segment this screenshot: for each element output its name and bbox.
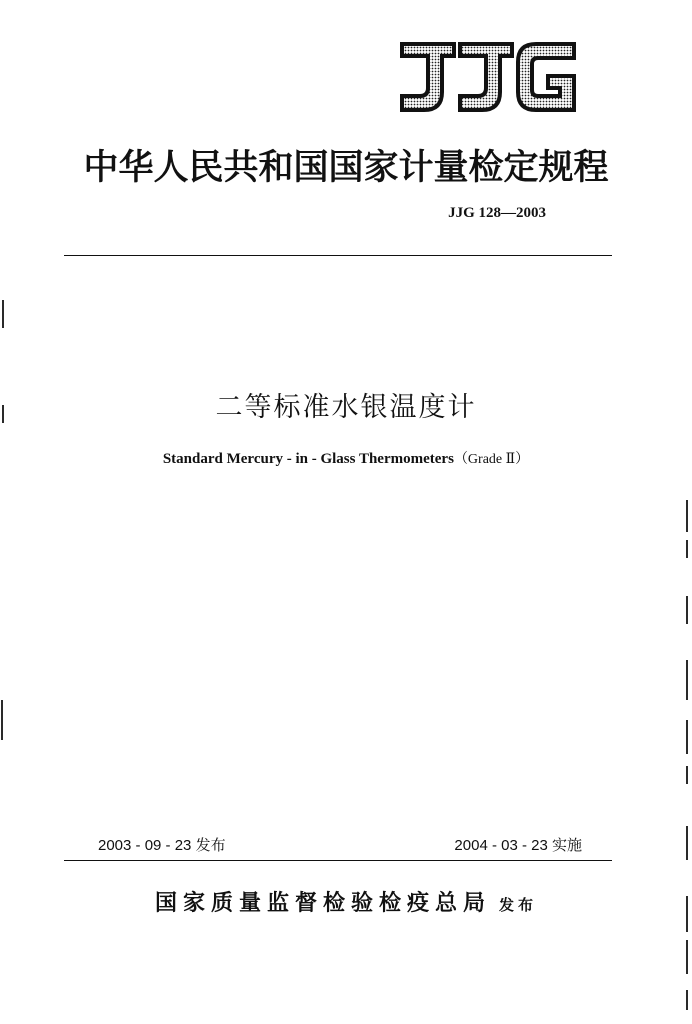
issue-date: 2003 - 09 - 23 发布 bbox=[98, 837, 226, 854]
effective-date: 2004 - 03 - 23 实施 bbox=[454, 837, 582, 854]
standard-number: JJG 128—2003 bbox=[448, 205, 546, 221]
scan-edge-mark bbox=[686, 940, 688, 974]
scan-edge-mark bbox=[1, 700, 3, 740]
regulation-series-title: 中华人民共和国国家计量检定规程 bbox=[83, 147, 609, 188]
bottom-divider bbox=[64, 860, 612, 861]
issue-word: 发布 bbox=[499, 896, 538, 914]
jjg-logo bbox=[398, 40, 578, 114]
logo-letter-g bbox=[518, 44, 574, 110]
scan-edge-mark bbox=[686, 990, 688, 1010]
top-divider bbox=[64, 255, 612, 256]
scan-edge-mark bbox=[686, 720, 688, 754]
scan-edge-mark bbox=[686, 826, 688, 860]
logo-letter-j1 bbox=[402, 44, 454, 110]
issuing-authority: 国家质量监督检验检疫总局 bbox=[154, 890, 491, 916]
scan-edge-mark bbox=[686, 660, 688, 700]
document-title-cn: 二等标准水银温度计 bbox=[215, 392, 477, 423]
issuer-line bbox=[0, 886, 692, 917]
document-title-en bbox=[0, 448, 692, 468]
scan-edge-mark bbox=[686, 596, 688, 624]
grade-label: （Grade Ⅱ） bbox=[453, 452, 530, 467]
title-en-text: Standard Mercury - in - Glass Thermometers bbox=[162, 451, 454, 467]
scan-edge-mark bbox=[686, 766, 688, 784]
scan-edge-mark bbox=[686, 540, 688, 558]
scan-edge-mark bbox=[2, 300, 4, 328]
scan-edge-mark bbox=[686, 500, 688, 532]
logo-letter-j2 bbox=[460, 44, 512, 110]
